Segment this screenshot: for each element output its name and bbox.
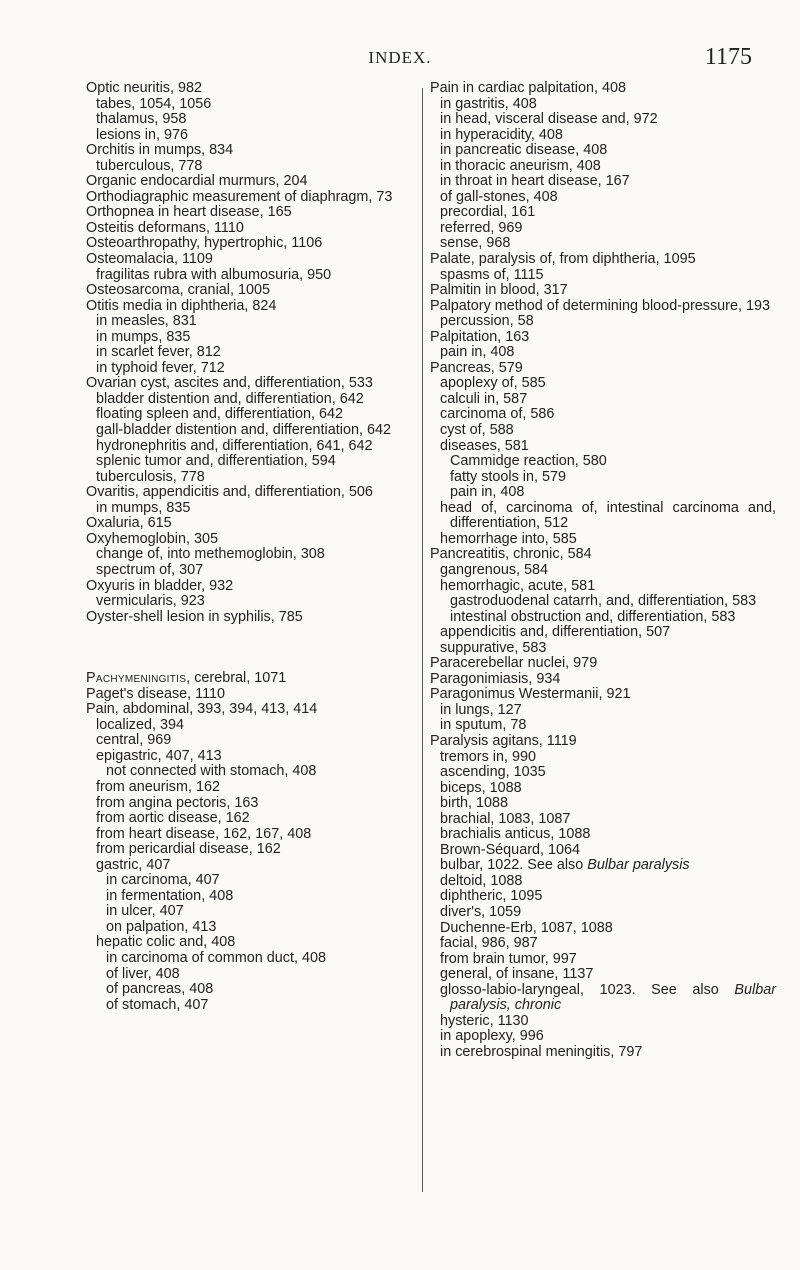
index-subentry [440, 1014, 776, 1030]
entry-text: deltoid, 1088 [440, 872, 523, 889]
index-entry [430, 252, 776, 268]
entry-text: not connected with stomach, 408 [106, 763, 317, 780]
entry-text: from heart disease, 162, 167, 408 [96, 825, 312, 842]
index-subentry [450, 454, 776, 470]
entry-text: Palate, paralysis of, from diphtheria, 1095 [430, 251, 696, 268]
entry-text: of gall-stones, 408 [440, 188, 558, 205]
entry-text: tuberculous, 778 [96, 157, 203, 174]
index-subentry [440, 625, 776, 641]
index-subentry [440, 423, 776, 439]
index-subentry [440, 392, 776, 408]
entry-text: Otitis media in diphtheria, 824 [86, 297, 277, 314]
entry-text: in thoracic aneurism, 408 [440, 157, 601, 174]
index-subentry [440, 112, 776, 128]
letter-section-gap [86, 625, 422, 671]
index-subentry [440, 407, 776, 423]
index-subentry [96, 330, 422, 346]
entry-text: Paralysis agitans, 1119 [430, 732, 577, 749]
index-subentry [106, 967, 422, 983]
entry-text: calculi in, 587 [440, 390, 528, 407]
index-subentry [440, 718, 776, 734]
index-subentry [106, 873, 422, 889]
entry-text: Osteitis deformans, 1110 [86, 219, 244, 236]
entry-text: Duchenne-Erb, 1087, 1088 [440, 919, 613, 936]
entry-text: gangrenous, 584 [440, 561, 549, 578]
entry-text: in measles, 831 [96, 313, 197, 330]
entry-text: Oyster-shell lesion in syphilis, 785 [86, 608, 303, 625]
index-subentry [96, 749, 422, 765]
index-subentry [440, 268, 776, 284]
index-subentry [440, 812, 776, 828]
entry-text: diver's, 1059 [440, 903, 522, 920]
index-entry [86, 221, 422, 237]
index-column-left [86, 81, 422, 1013]
entry-text: fragilitas rubra with albumosuria, 950 [96, 266, 332, 283]
entry-text: in mumps, 835 [96, 328, 191, 345]
index-subentry [440, 563, 776, 579]
index-subentry [450, 610, 776, 626]
entry-text: suppurative, 583 [440, 639, 547, 656]
index-subentry [450, 485, 776, 501]
index-subentry [450, 470, 776, 486]
entry-text: Pancreas, 579 [430, 359, 523, 376]
index-entry [86, 174, 422, 190]
entry-text: Pain, abdominal, 393, 394, 413, 414 [86, 701, 318, 718]
index-subentry [106, 951, 422, 967]
index-subentry [440, 345, 776, 361]
index-subentry [440, 221, 776, 237]
entry-text: Orthopnea in heart disease, 165 [86, 204, 292, 221]
entry-text: birth, 1088 [440, 795, 509, 812]
index-entry [86, 610, 422, 626]
entry-text: , cerebral, 1071 [186, 670, 287, 687]
entry-text: in ulcer, 407 [106, 903, 184, 920]
index-subentry [96, 392, 422, 408]
entry-text: pain in, 408 [440, 344, 515, 361]
index-subentry [96, 470, 422, 486]
entry-text: Orchitis in mumps, 834 [86, 142, 234, 159]
cross-reference: Bulbar paralysis [587, 857, 690, 874]
entry-text: diphtheric, 1095 [440, 888, 543, 905]
entry-text: tabes, 1054, 1056 [96, 95, 212, 112]
entry-text: Paragonimus Westermanii, 921 [430, 686, 631, 703]
index-subentry [440, 905, 776, 921]
index-entry [430, 656, 776, 672]
entry-text: facial, 986, 987 [440, 935, 538, 952]
index-entry [86, 532, 422, 548]
entry-text: Paracerebellar nuclei, 979 [430, 655, 598, 672]
index-subentry [96, 594, 422, 610]
index-subentry [450, 594, 776, 610]
index-subentry [96, 159, 422, 175]
entry-text: floating spleen and, differentiation, 642 [96, 406, 343, 423]
entry-text: apoplexy of, 585 [440, 375, 546, 392]
index-subentry [106, 904, 422, 920]
index-subentry [96, 423, 422, 439]
entry-text: Brown-Séquard, 1064 [440, 841, 580, 858]
index-subentry [440, 858, 776, 874]
entry-text: head of, carcinoma of, intestinal carcinoma and, differentiation, 512 [440, 499, 776, 532]
index-subentry [96, 827, 422, 843]
entry-text: epigastric, 407, 413 [96, 747, 222, 764]
index-subentry [96, 128, 422, 144]
index-subentry [440, 579, 776, 595]
index-subentry [96, 547, 422, 563]
entry-text: from brain tumor, 997 [440, 950, 577, 967]
index-subentry [440, 889, 776, 905]
index-subentry [440, 143, 776, 159]
entry-text: Palmitin in blood, 317 [430, 282, 568, 299]
entry-text: Optic neuritis, 982 [86, 80, 202, 96]
cross-reference: Bulbar paralysis, chronic [450, 981, 776, 1014]
index-entry [86, 143, 422, 159]
entry-text: in carcinoma of common duct, 408 [106, 949, 326, 966]
entry-text: Osteomalacia, 1109 [86, 251, 213, 268]
index-subentry [106, 998, 422, 1014]
entry-headword: Pachymeningitis [86, 670, 187, 687]
running-head: INDEX. [368, 48, 432, 67]
entry-text: Palpitation, 163 [430, 328, 530, 345]
entry-text: brachial, 1083, 1087 [440, 810, 571, 827]
index-subentry [96, 112, 422, 128]
index-subentry [96, 454, 422, 470]
index-subentry [440, 314, 776, 330]
entry-text: from aortic disease, 162 [96, 810, 250, 827]
entry-text: in scarlet fever, 812 [96, 344, 221, 361]
entry-text: biceps, 1088 [440, 779, 522, 796]
entry-text: in typhoid fever, 712 [96, 359, 225, 376]
entry-text: hemorrhage into, 585 [440, 530, 577, 547]
entry-text: Pancreatitis, chronic, 584 [430, 546, 592, 563]
entry-text: Orthodiagraphic measurement of diaphragm, 73 [86, 188, 393, 205]
index-entry [86, 252, 422, 268]
entry-text: spectrum of, 307 [96, 561, 204, 578]
entry-text: Paget's disease, 1110 [86, 685, 226, 702]
entry-text: in hyperacidity, 408 [440, 126, 563, 143]
entry-text: bulbar, 1022. See also [440, 857, 588, 874]
entry-text: in mumps, 835 [96, 499, 191, 516]
index-entry [86, 283, 422, 299]
entry-text: tuberculosis, 778 [96, 468, 205, 485]
index-entry [86, 485, 422, 501]
entry-text: brachialis anticus, 1088 [440, 826, 591, 843]
entry-text: gastric, 407 [96, 856, 171, 873]
index-subentry [440, 376, 776, 392]
index-entry [430, 283, 776, 299]
page-header [0, 44, 800, 72]
index-entry [86, 579, 422, 595]
entry-text: fatty stools in, 579 [450, 468, 566, 485]
index-entry [86, 671, 422, 687]
entry-text: tremors in, 990 [440, 748, 536, 765]
entry-text: in gastritis, 408 [440, 95, 537, 112]
entry-text: change of, into methemoglobin, 308 [96, 546, 325, 563]
entry-text: Ovarian cyst, ascites and, differentiation, 533 [86, 375, 373, 392]
entry-text: on palpation, 413 [106, 918, 217, 935]
index-subentry [440, 190, 776, 206]
index-entry [86, 81, 422, 97]
entry-text: hysteric, 1130 [440, 1012, 529, 1029]
entry-text: Paragonimiasis, 934 [430, 670, 561, 687]
entry-text: of liver, 408 [106, 965, 180, 982]
entry-text: Oxyuris in bladder, 932 [86, 577, 234, 594]
index-subentry [440, 874, 776, 890]
index-subentry [96, 97, 422, 113]
index-subentry [106, 982, 422, 998]
entry-text: pain in, 408 [450, 484, 525, 501]
entry-text: Osteoarthropathy, hypertrophic, 1106 [86, 235, 323, 252]
entry-text: from aneurism, 162 [96, 778, 220, 795]
index-subentry [440, 827, 776, 843]
index-subentry [440, 205, 776, 221]
index-subentry [440, 641, 776, 657]
index-subentry [440, 796, 776, 812]
index-subentry [106, 764, 422, 780]
index-entry [86, 687, 422, 703]
index-entry [430, 299, 776, 315]
index-subentry [106, 889, 422, 905]
index-subentry [440, 936, 776, 952]
entry-text: percussion, 58 [440, 313, 534, 330]
index-entry [430, 672, 776, 688]
index-entry [430, 330, 776, 346]
entry-text: gastroduodenal catarrh, and, differentiation, 583 [450, 593, 757, 610]
index-entry [86, 299, 422, 315]
entry-text: in throat in heart disease, 167 [440, 173, 630, 190]
index-subentry [96, 361, 422, 377]
entry-text: Organic endocardial murmurs, 204 [86, 173, 308, 190]
entry-text: diseases, 581 [440, 437, 529, 454]
index-subentry [440, 967, 776, 983]
index-subentry [96, 407, 422, 423]
entry-text: of stomach, 407 [106, 996, 209, 1013]
index-subentry [440, 532, 776, 548]
entry-text: spasms of, 1115 [440, 266, 544, 283]
index-subentry [440, 236, 776, 252]
index-entry [86, 702, 422, 718]
index-subentry [106, 920, 422, 936]
index-subentry [440, 781, 776, 797]
index-subentry [440, 703, 776, 719]
index-subentry [96, 780, 422, 796]
index-subentry [440, 983, 776, 1014]
entry-text: localized, 394 [96, 716, 185, 733]
index-subentry [440, 765, 776, 781]
entry-text: in lungs, 127 [440, 701, 522, 718]
entry-text: from pericardial disease, 162 [96, 841, 281, 858]
entry-text: hepatic colic and, 408 [96, 934, 236, 951]
entry-text: in pancreatic disease, 408 [440, 142, 608, 159]
index-entry [86, 516, 422, 532]
entry-text: general, of insane, 1137 [440, 966, 594, 983]
page-number: 1175 [704, 44, 752, 70]
entry-text: in apoplexy, 996 [440, 1028, 544, 1045]
entry-text: Oxyhemoglobin, 305 [86, 530, 218, 547]
entry-text: sense, 968 [440, 235, 511, 252]
index-subentry [96, 858, 422, 874]
entry-text: in sputum, 78 [440, 717, 527, 734]
index-subentry [440, 128, 776, 144]
entry-text: of pancreas, 408 [106, 981, 214, 998]
index-subentry [96, 439, 422, 455]
index-subentry [96, 501, 422, 517]
index-entry [430, 361, 776, 377]
index-subentry [440, 439, 776, 455]
index-subentry [440, 97, 776, 113]
entry-text: Cammidge reaction, 580 [450, 453, 607, 470]
entry-text: bladder distention and, differentiation, 642 [96, 390, 364, 407]
entry-text: splenic tumor and, differentiation, 594 [96, 453, 336, 470]
index-entry [430, 81, 776, 97]
entry-text: in head, visceral disease and, 972 [440, 111, 658, 128]
index-subentry [440, 501, 776, 532]
entry-text: Ovaritis, appendicitis and, differentiation, 506 [86, 484, 373, 501]
entry-text: vermicularis, 923 [96, 593, 205, 610]
entry-text: cyst of, 588 [440, 422, 514, 439]
entry-text: carcinoma of, 586 [440, 406, 555, 423]
index-subentry [96, 935, 422, 951]
index-subentry [96, 842, 422, 858]
entry-text: in fermentation, 408 [106, 887, 234, 904]
entry-text: Pain in cardiac palpitation, 408 [430, 80, 627, 96]
entry-text: glosso-labio-laryngeal, 1023. See also [440, 981, 735, 998]
entry-text: thalamus, 958 [96, 111, 187, 128]
index-entry [430, 734, 776, 750]
entry-text: Osteosarcoma, cranial, 1005 [86, 282, 270, 299]
entry-text: Oxaluria, 615 [86, 515, 172, 532]
index-subentry [440, 952, 776, 968]
entry-text: central, 969 [96, 732, 172, 749]
index-subentry [440, 174, 776, 190]
index-entry [86, 205, 422, 221]
entry-text: precordial, 161 [440, 204, 536, 221]
index-subentry [96, 811, 422, 827]
index-subentry [96, 314, 422, 330]
column-divider [422, 88, 423, 1192]
index-subentry [96, 268, 422, 284]
entry-text: hydronephritis and, differentiation, 641, 642 [96, 437, 373, 454]
index-subentry [440, 843, 776, 859]
index-subentry [96, 718, 422, 734]
entry-text: ascending, 1035 [440, 764, 546, 781]
entry-text: gall-bladder distention and, differentiation, 642 [96, 422, 391, 439]
index-subentry [440, 159, 776, 175]
index-subentry [440, 921, 776, 937]
entry-text: Palpatory method of determining blood-pressure, 193 [430, 297, 770, 314]
entry-text: appendicitis and, differentiation, 507 [440, 624, 671, 641]
index-entry [430, 547, 776, 563]
index-subentry [96, 733, 422, 749]
index-entry [430, 687, 776, 703]
entry-text: from angina pectoris, 163 [96, 794, 259, 811]
index-subentry [96, 563, 422, 579]
entry-text: intestinal obstruction and, differentiation, 583 [450, 608, 736, 625]
index-subentry [96, 796, 422, 812]
index-subentry [96, 345, 422, 361]
index-entry [86, 190, 422, 206]
entry-text: hemorrhagic, acute, 581 [440, 577, 596, 594]
index-subentry [440, 750, 776, 766]
index-entry [86, 376, 422, 392]
entry-text: lesions in, 976 [96, 126, 189, 143]
entry-text: in cerebrospinal meningitis, 797 [440, 1043, 643, 1060]
index-column-right [430, 81, 776, 1060]
index-subentry [440, 1045, 776, 1061]
entry-text: referred, 969 [440, 219, 523, 236]
index-subentry [440, 1029, 776, 1045]
entry-text: in carcinoma, 407 [106, 872, 220, 889]
index-entry [86, 236, 422, 252]
